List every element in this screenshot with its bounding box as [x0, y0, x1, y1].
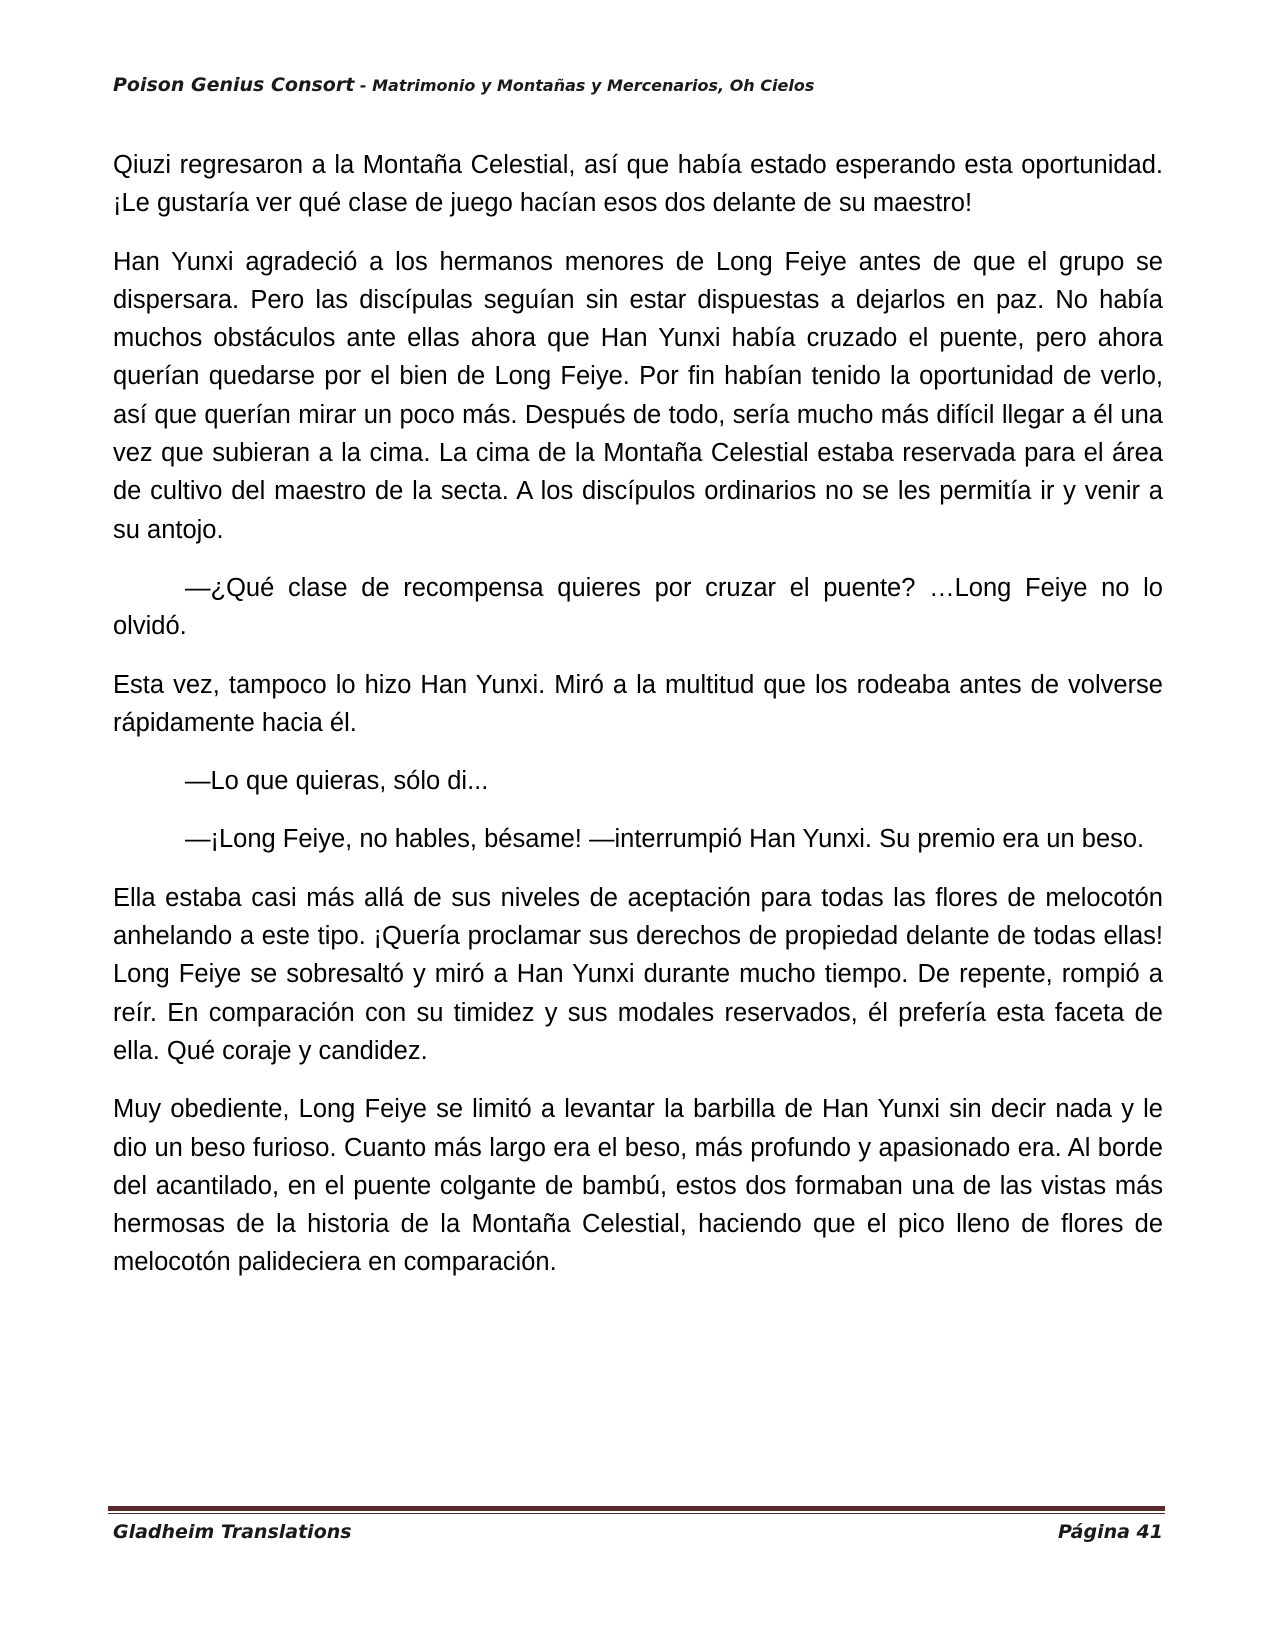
paragraph: Han Yunxi agradeció a los hermanos menores de Long Feiye antes de que el grupo se dispersara. Pero las discípulas seguían sin estar dispuestas a dejarlos en paz. No había muchos obstáculos ante ellas ahora que Han Yunxi había cruzado el puente, pero ahora querían quedarse por el bien de Long Feiye. Por fin habían tenido la oportunidad de verlo, así que querían mirar un poco más. Después de todo, sería mucho más difícil llegar a él una vez que subieran a la cima. La cima de la Montaña Celestial estaba reservada para el área de cultivo del maestro de la secta. A los discípulos ordinarios no se les permitía ir y venir a su antojo. — [113, 247, 1163, 544]
translator-credit: Gladheim Translations — [113, 1521, 352, 1543]
page-number: Página 41 — [1057, 1521, 1163, 1543]
footer-divider-thick — [108, 1506, 1165, 1511]
page-footer — [113, 1521, 1163, 1543]
paragraph: Ella estaba casi más allá de sus niveles de aceptación para todas las flores de melocotón anhelando a este tipo. ¡Quería proclamar sus derechos de propiedad delante de todas ellas! Long Feiye se sobresaltó y miró a Han Yunxi durante mucho tiempo. De repente, rompió a reír. En comparación con su timidez y sus modales reservados, él prefería esta faceta de ella. Qué coraje y candidez. — [113, 883, 1163, 1065]
page-body — [113, 146, 1163, 1302]
dialogue-paragraph: —¿Qué clase de recompensa quieres por cruzar el puente? …Long Feiye no lo olvidó. — [113, 573, 1163, 641]
chapter-title: - Matrimonio y Montañas y Mercenarios, Oh Cielos — [354, 76, 815, 95]
paragraph: Muy obediente, Long Feiye se limitó a levantar la barbilla de Han Yunxi sin decir nada y le dio un beso furioso. Cuanto más largo era el beso, más profundo y apasionado era. Al borde del acantilado, en el puente colgante de bambú, estos dos formaban una de las vistas más hermosas de la historia de la Montaña Celestial, haciendo que el pico lleno de flores de melocotón palideciera en comparación. — [113, 1095, 1163, 1277]
dialogue-paragraph: —¡Long Feiye, no hables, bésame! —interrumpió Han Yunxi. Su premio era un beso. — [185, 825, 1145, 854]
footer-divider-thin — [108, 1513, 1165, 1514]
paragraph: Qiuzi regresaron a la Montaña Celestial, así que había estado esperando esta oportunidad. ¡Le gustaría ver qué clase de juego hacían esos dos delante de su maestro! — [113, 151, 1163, 218]
page-header — [113, 74, 1163, 96]
book-title: Poison Genius Consort — [113, 74, 355, 96]
dialogue-paragraph: —Lo que quieras, sólo di... — [185, 767, 489, 796]
paragraph: Esta vez, tampoco lo hizo Han Yunxi. Miró a la multitud que los rodeaba antes de volverse rápidamente hacia él. — [113, 670, 1163, 737]
